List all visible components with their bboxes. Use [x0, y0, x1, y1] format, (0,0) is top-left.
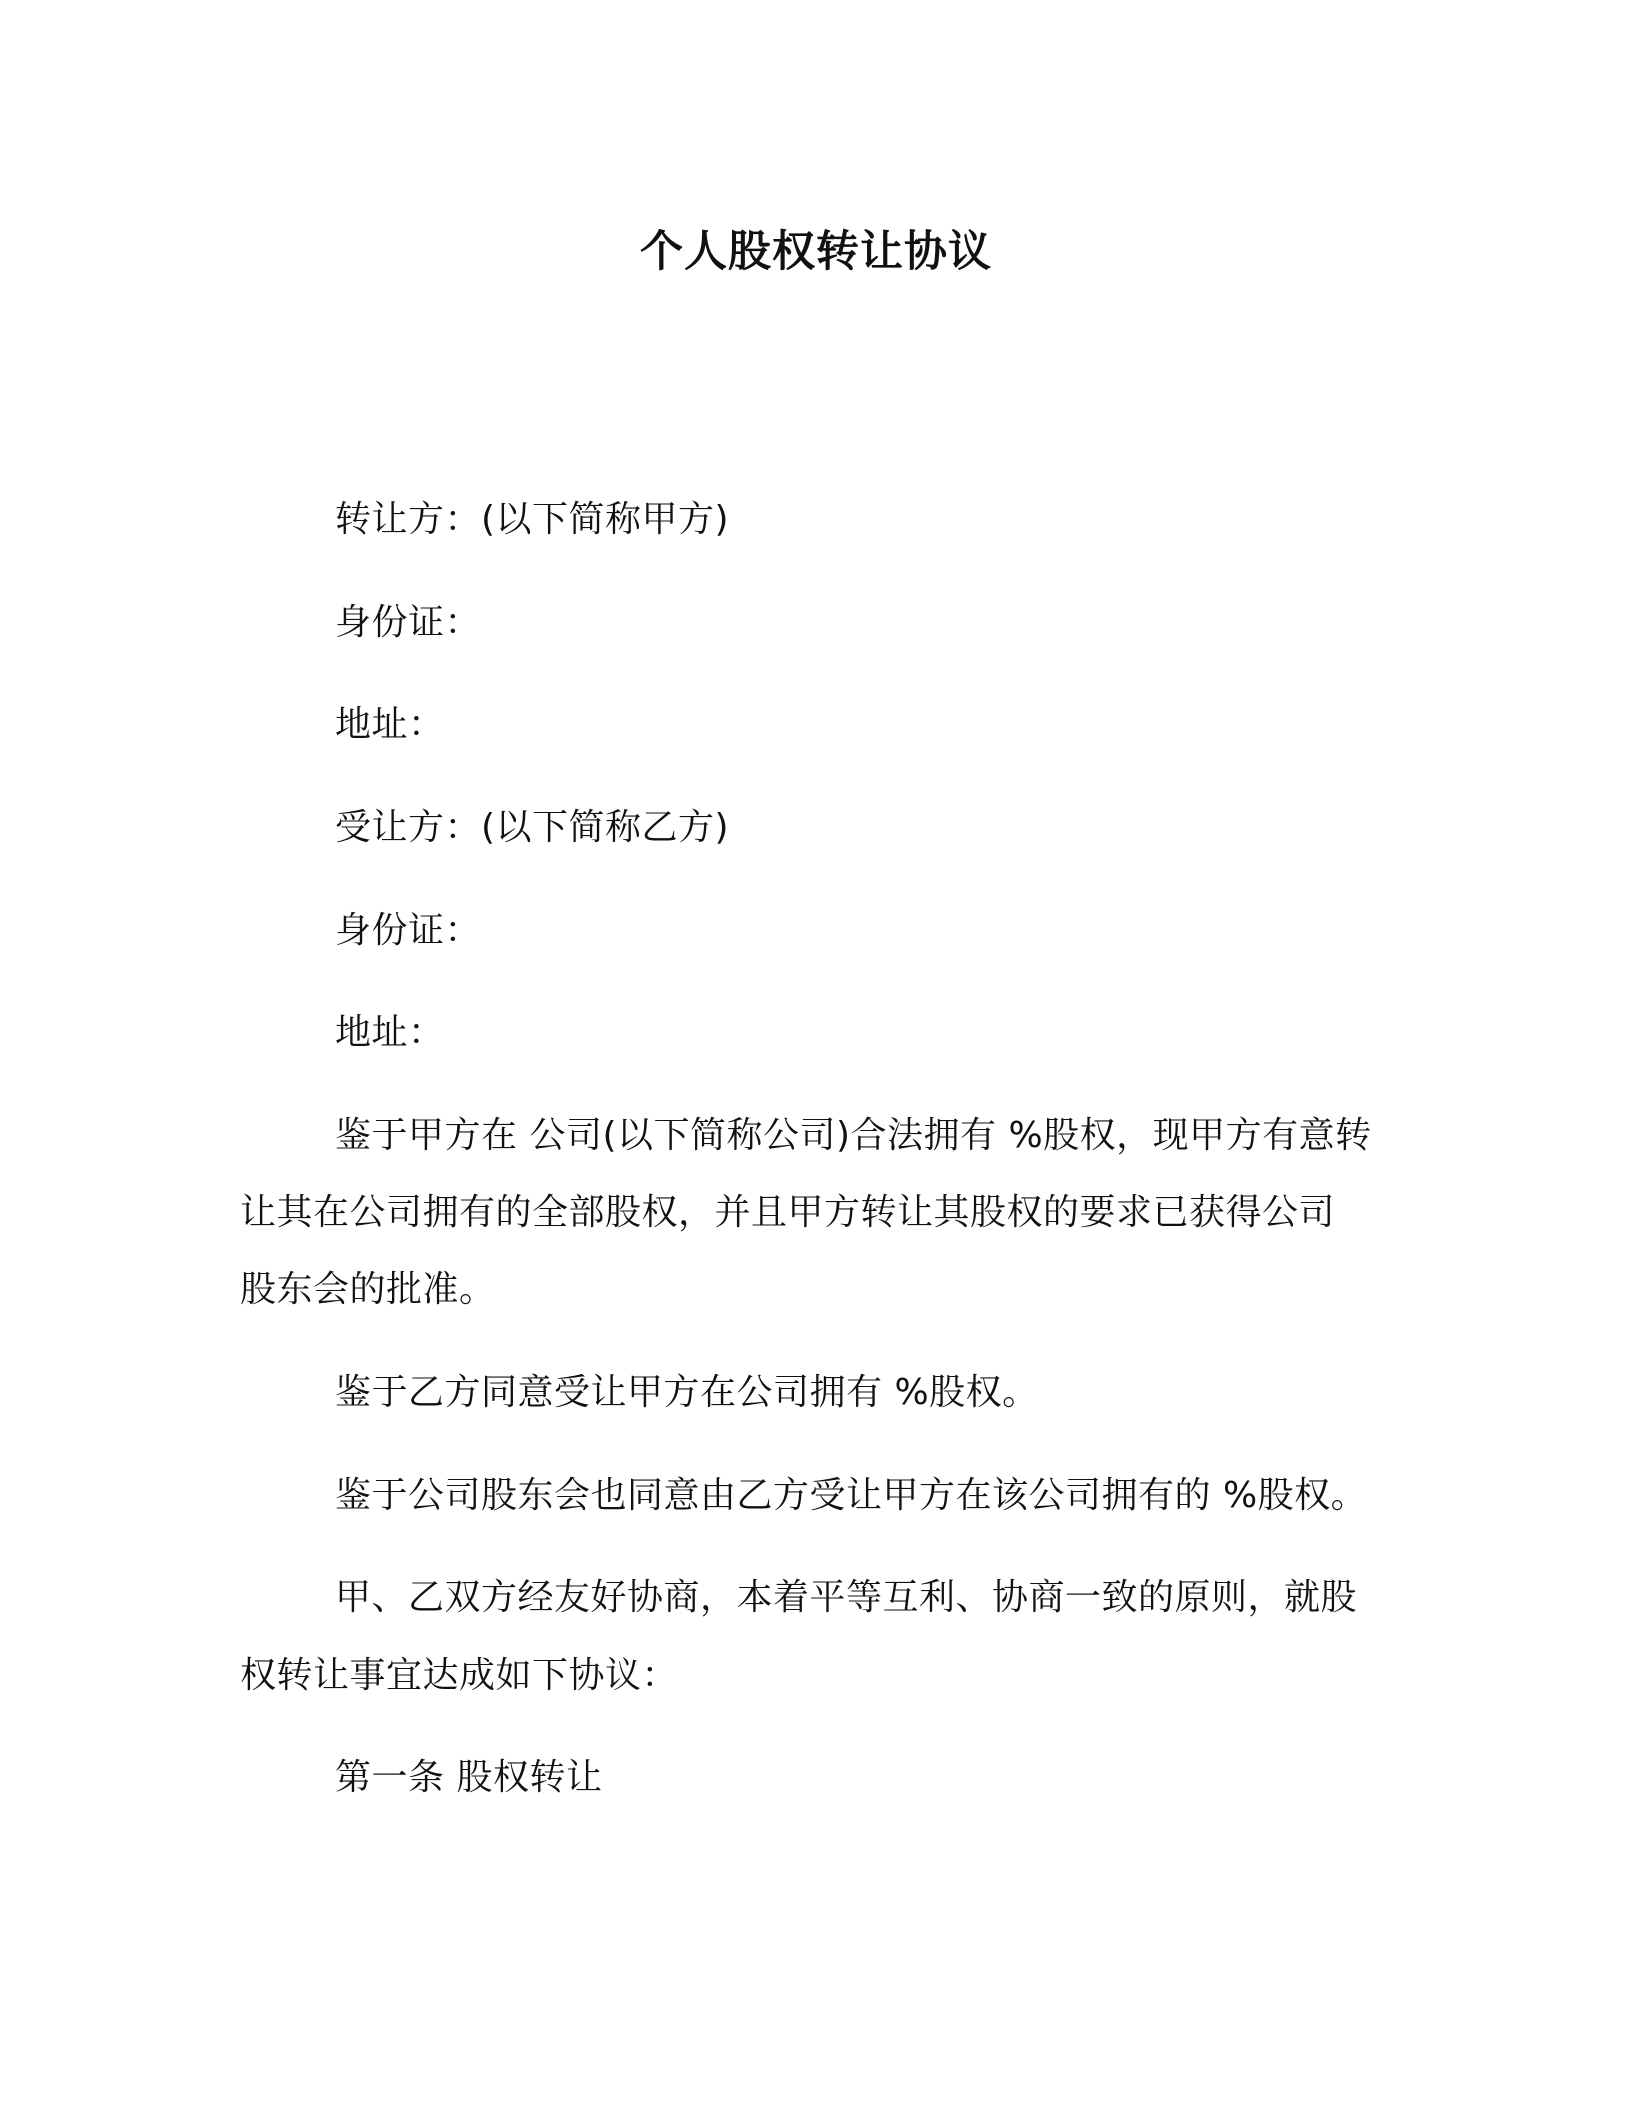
recital-1-line-3: 股东会的批准。: [240, 1269, 496, 1310]
recital-2: 鉴于乙方同意受让甲方在公司拥有 %股权。: [335, 1372, 1039, 1413]
transferee-label: 受让方：(以下简称乙方): [335, 807, 730, 848]
recital-4-line-1: 甲、乙双方经友好协商，本着平等互利、协商一致的原则，就股: [335, 1577, 1358, 1618]
recital-4-line-2: 权转让事宜达成如下协议：: [240, 1655, 679, 1696]
transferor-id-label: 身份证：: [335, 602, 482, 643]
recital-3: 鉴于公司股东会也同意由乙方受让甲方在该公司拥有的 %股权。: [335, 1475, 1368, 1516]
recital-1-line-2: 让其在公司拥有的全部股权，并且甲方转让其股权的要求已获得公司: [240, 1192, 1336, 1233]
transferor-address-label: 地址：: [335, 704, 445, 745]
transferee-id-label: 身份证：: [335, 910, 482, 951]
transferor-label: 转让方：(以下简称甲方): [335, 499, 730, 540]
transferee-address-label: 地址：: [335, 1012, 445, 1053]
document-title: 个人股权转让协议: [640, 227, 992, 277]
recital-1-line-1: 鉴于甲方在 公司(以下简称公司)合法拥有 %股权，现甲方有意转: [335, 1115, 1372, 1156]
article-1-heading: 第一条 股权转让: [335, 1757, 603, 1798]
